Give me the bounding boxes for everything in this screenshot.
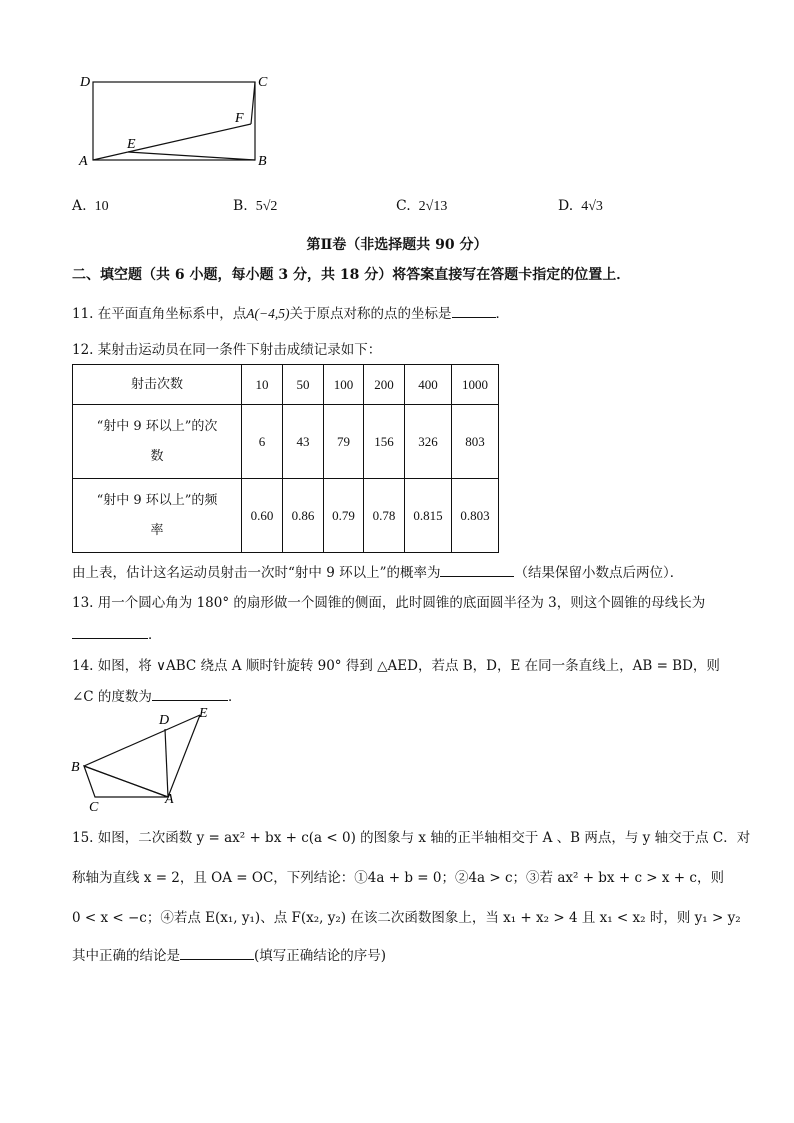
q11-point: A(−4,5) [246,306,290,321]
cell-hits-5: 326 [405,405,452,479]
q12-intro: 某射击运动员在同一条件下射击成绩记录如下： [97,342,382,358]
fig14-label-b: B [71,760,80,775]
q15-answer-blank[interactable] [180,945,254,960]
q12-conclusion-after: （结果保留小数点后两位）． [514,565,684,581]
cell-hits-4: 156 [364,405,405,479]
row-header-freq: “射中 9 环以上”的频率 [73,479,242,553]
choice-c-letter: C. [396,198,411,214]
cell-hits-2: 43 [283,405,324,479]
q15-line2-text: 称轴为直线 x = 2，且 OA = OC，下列结论：①4a + b = 0；②4a > c；③若 ax² + bx + c > x + c，则 [72,870,724,886]
q13-end: ． [148,627,162,643]
cell-shots-5: 400 [405,365,452,405]
segment-cf [251,82,255,124]
cell-shots-6: 1000 [452,365,499,405]
q14-line2-before: ∠C 的度数为 [72,689,152,705]
q12-conclusion-before: 由上表，估计这名运动员射击一次时“射中 9 环以上”的概率为 [72,565,441,581]
choice-a-letter: A. [72,198,87,214]
q12-number: 12. [72,342,94,358]
fig14-label-a: A [165,792,174,807]
cell-freq-4: 0.78 [364,479,405,553]
label-c: C [258,75,268,90]
rectangle-abcd [93,82,255,160]
question-13 [72,591,705,611]
choice-d-value: 4√3 [581,199,603,214]
q14-line1: 如图，将 ∨ABC 绕点 A 顺时针旋转 90° 得到 △AED，若点 B，D，E 在同一条直线上，AB = BD，则 [97,658,720,674]
q14-end: ． [227,689,242,705]
cell-shots-2: 50 [283,365,324,405]
q13-line1: 用一个圆心角为 180° 的扇形做一个圆锥的侧面，此时圆锥的底面圆半径为 3，则这个圆锥的母线长为 [97,595,706,611]
segment-fe [128,124,251,152]
q14-number: 14. [72,658,94,674]
cell-shots-3: 100 [324,365,364,405]
fig14-label-c: C [89,800,99,815]
q15-line4 [72,944,386,964]
choice-a [72,198,109,215]
table-row-shots [73,365,499,405]
choice-b-letter: B. [233,198,248,214]
cell-hits-1: 6 [242,405,283,479]
cell-freq-5: 0.815 [405,479,452,553]
question-14 [72,654,720,674]
choice-b [233,198,277,215]
section-title: 第Ⅱ卷（非选择题共 90 分） [306,237,488,253]
q11-answer-blank[interactable] [452,303,496,318]
q15-line4-after: (填写正确结论的序号) [254,948,387,964]
choice-a-value: 10 [94,199,109,214]
q13-line2 [72,623,162,643]
q15-number: 15. [72,830,94,846]
q11-number: 11. [72,306,94,322]
choice-b-value: 5√2 [255,199,278,214]
question-12 [72,338,381,358]
q15-line3-text: 0 < x < −c；④若点 E(x₁, y₁)、点 F(x₂, y₂) 在该二次函数图象上，当 x₁ + x₂ > 4 且 x₁ < x₂ 时，则 y₁ > y₂ [72,910,741,926]
cell-freq-6: 0.803 [452,479,499,553]
segment-eb [128,152,255,160]
q15-line1: 如图，二次函数 y = ax² + bx + c(a < 0) 的图象与 x 轴的正半轴相交于 A 、B 两点，与 y 轴交于点 C．对 [97,830,751,846]
choice-c-value: 2√13 [418,199,448,214]
fig14-label-e: E [199,706,208,721]
fig14-label-d: D [159,713,170,728]
choice-c [396,198,447,215]
q12-conclusion [72,561,683,581]
label-d: D [80,75,91,90]
q15-line2 [72,866,724,886]
question-15 [72,826,750,846]
q11-end: ． [495,306,510,322]
table-row-hits [73,405,499,479]
label-a: A [79,154,88,169]
cell-freq-2: 0.86 [283,479,324,553]
label-b: B [258,154,267,169]
q12-answer-blank[interactable] [440,562,514,577]
segment-da [165,729,168,797]
choice-d [558,198,603,215]
rotation-figure [68,703,218,815]
label-e: E [127,137,136,152]
label-f: F [235,111,244,126]
q13-number: 13. [72,595,94,611]
q11-text-before: 在平面直角坐标系中，点 [97,306,247,322]
cell-freq-3: 0.79 [324,479,364,553]
cell-hits-3: 79 [324,405,364,479]
segment-ba [84,766,168,797]
q14-line2 [72,685,241,705]
q13-answer-blank[interactable] [72,624,148,639]
question-11 [72,302,509,322]
cell-hits-6: 803 [452,405,499,479]
choice-d-letter: D. [558,198,574,214]
cell-shots-1: 10 [242,365,283,405]
row-header-hits: “射中 9 环以上”的次数 [73,405,242,479]
row-header-shots: 射击次数 [73,365,242,405]
cell-shots-4: 200 [364,365,405,405]
q11-text-after: 关于原点对称的点的坐标是 [289,306,452,322]
segment-ae [93,152,128,160]
q14-answer-blank[interactable] [152,686,228,701]
q15-line3 [72,906,741,926]
shooting-record-table [72,364,499,553]
rectangle-figure [70,68,280,173]
cell-freq-1: 0.60 [242,479,283,553]
q15-line4-before: 其中正确的结论是 [72,948,180,964]
table-row-freq [73,479,499,553]
fill-in-heading: 二、填空题（共 6 小题，每小题 3 分，共 18 分）将答案直接写在答题卡指定的位置上． [72,267,631,283]
